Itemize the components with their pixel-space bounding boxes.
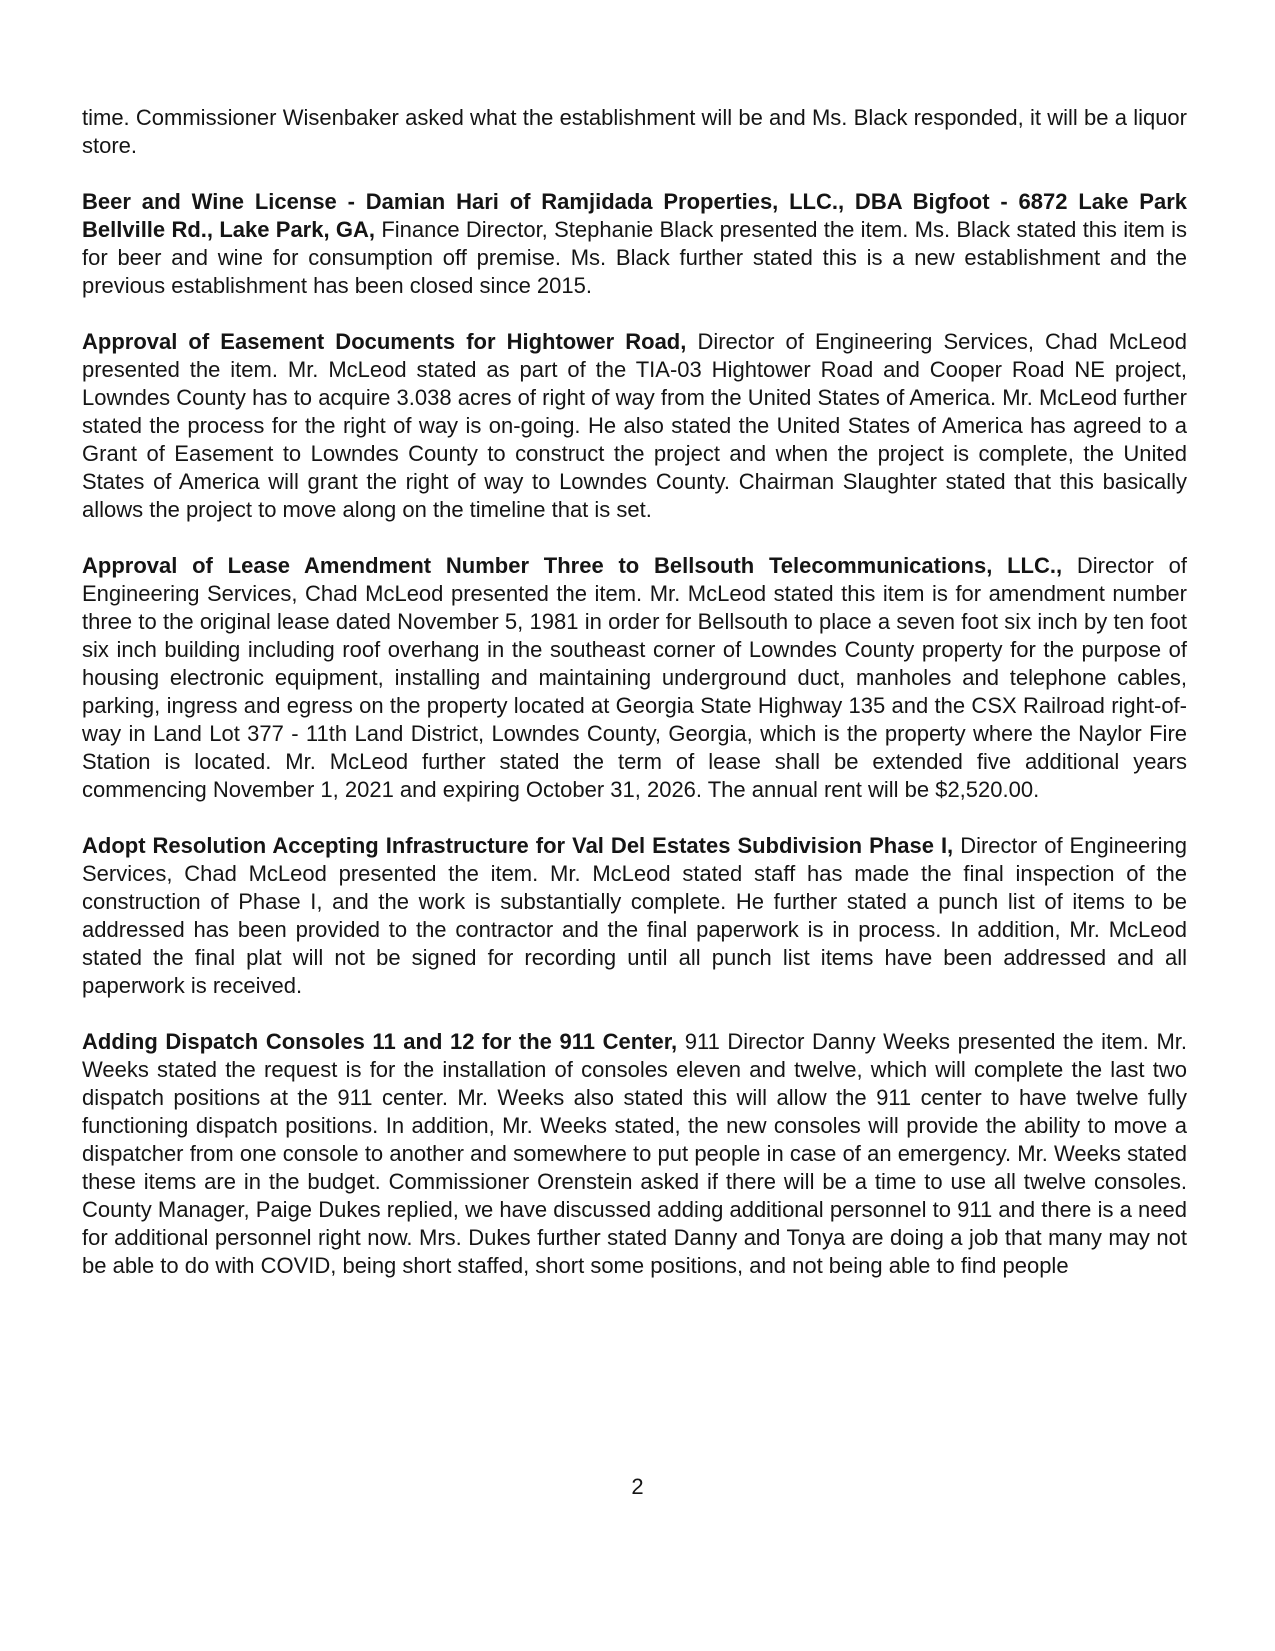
paragraph-text: 911 Director Danny Weeks presented the item. Mr. Weeks stated the request is for the installation of consoles eleven and twelve, which will complete the last two dispatch positions at the 911 center. Mr. Weeks also stated this will allow the 911 center to have twelve fully functioning dispatch positions. In addition, Mr. Weeks stated, the new consoles will provide the ability to move a dispatcher from one console to another and somewhere to put people in case of an emergency. Mr. Weeks stated these items are in the budget. Commissioner Orenstein asked if there will be a time to use all twelve consoles. County Manager, Paige Dukes replied, we have discussed adding additional personnel to 911 and there is a need for additional personnel right now. Mrs. Dukes further stated Danny and Tonya are doing a job that many may not be able to do with COVID, being short staffed, short some positions, and not being able to find people (82, 1029, 1187, 1278)
paragraph-text: Director of Engineering Services, Chad McLeod presented the item. Mr. McLeod stated this item is for amendment number three to the original lease dated November 5, 1981 in order for Bellsouth to place a seven foot six inch by ten foot six inch building including roof overhang in the southeast corner of Lowndes County property for the purpose of housing electronic equipment, installing and maintaining underground duct, manholes and telephone cables, parking, ingress and egress on the property located at Georgia State Highway 135 and the CSX Railroad right-of- way in Land Lot 377 - 11th Land District, Lowndes County, Georgia, which is the property where the Naylor Fire Station is located. Mr. McLeod further stated the term of lease shall be extended five additional years commencing November 1, 2021 and expiring October 31, 2026. The annual rent will be $2,520.00. (82, 553, 1187, 802)
paragraph-heading: Approval of Lease Amendment Number Three to Bellsouth Telecommunications, LLC., (82, 553, 1077, 578)
paragraph-continuation (82, 104, 1187, 160)
paragraph-val-del-estates-resolution (82, 832, 1187, 1000)
paragraph-beer-and-wine-license (82, 188, 1187, 300)
page-number: 2 (631, 1474, 644, 1499)
paragraph-dispatch-consoles-911 (82, 1028, 1187, 1280)
paragraph-heading: Adopt Resolution Accepting Infrastructure for Val Del Estates Subdivision Phase I, (82, 833, 961, 858)
paragraph-heading: Approval of Easement Documents for Hightower Road, (82, 329, 698, 354)
paragraph-heading: Beer and Wine License - Damian Hari of Ramjidada Properties, LLC., DBA Bigfoot - 6872 Lake Park Bellville Rd., Lake Park, GA, (82, 189, 1187, 242)
paragraph-text: Director of Engineering Services, Chad McLeod presented the item. Mr. McLeod stated staff has made the final inspection of the construction of Phase I, and the work is substantially complete. He further stated a punch list of items to be addressed has been provided to the contractor and the final paperwork is in process. In addition, Mr. McLeod stated the final plat will not be signed for recording until all punch list items have been addressed and all paperwork is received. (82, 833, 1187, 998)
paragraph-heading: Adding Dispatch Consoles 11 and 12 for the 911 Center, (82, 1029, 685, 1054)
paragraph-lease-amendment-bellsouth (82, 552, 1187, 804)
paragraph-text: time. Commissioner Wisenbaker asked what the establishment will be and Ms. Black responded, it will be a liquor store. (82, 105, 1187, 158)
paragraph-text: Finance Director, Stephanie Black presented the item. Ms. Black stated this item is for beer and wine for consumption off premise. Ms. Black further stated this is a new establishment and the previous establishment has been closed since 2015. (82, 217, 1187, 298)
paragraph-easement-hightower-road (82, 328, 1187, 524)
paragraph-text: Director of Engineering Services, Chad McLeod presented the item. Mr. McLeod stated as part of the TIA-03 Hightower Road and Cooper Road NE project, Lowndes County has to acquire 3.038 acres of right of way from the United States of America. Mr. McLeod further stated the process for the right of way is on-going. He also stated the United States of America has agreed to a Grant of Easement to Lowndes County to construct the project and when the project is complete, the United States of America will grant the right of way to Lowndes County. Chairman Slaughter stated that this basically allows the project to move along on the timeline that is set. (82, 329, 1187, 522)
